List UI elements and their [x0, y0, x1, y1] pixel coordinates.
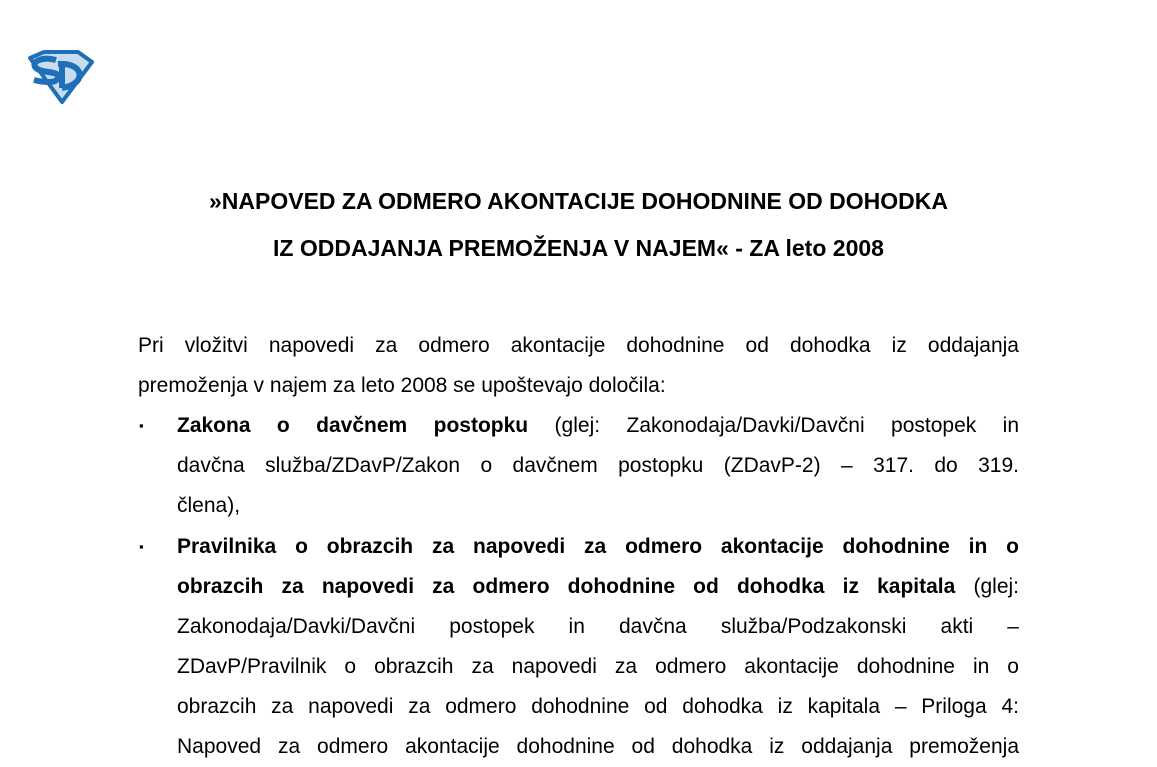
bullet-icon: ▪: [139, 538, 144, 554]
document-title-line-1: »NAPOVED ZA ODMERO AKONTACIJE DOHODNINE OD DOHODKA: [208, 188, 949, 214]
text: (glej:: [955, 574, 1019, 598]
logo: [22, 50, 96, 104]
text: člena),: [177, 494, 241, 518]
text-line: [177, 406, 1019, 446]
text: Napoved za odmero akontacije dohodnine od dohodka iz oddajanja premoženja: [177, 735, 1019, 758]
text: Zakonodaja/Davki/Davčni postopek in davčna služba/Podzakonski akti –: [177, 614, 1019, 638]
text: davčna služba/ZDavP/Zakon o davčnem postopku (ZDavP-2) – 317. do 319.: [177, 454, 1019, 478]
text-line: [177, 687, 1019, 727]
text: (glej: Zakonodaja/Davki/Davčni postopek in: [528, 414, 1019, 438]
text-line: [177, 486, 1019, 526]
text: Pri vložitvi napovedi za odmero akontacije dohodnine od dohodka iz oddajanja: [138, 334, 1019, 357]
text: premoženja v najem za leto 2008 se upoštevajo določila:: [138, 374, 666, 398]
text-line: [177, 567, 1019, 607]
text-line: [177, 727, 1019, 767]
text: obrazcih za napovedi za odmero dohodnine od dohodka iz kapitala – Priloga 4:: [177, 694, 1019, 718]
text-line: [177, 607, 1019, 647]
document-title-line-2: IZ ODDAJANJA PREMOŽENJA V NAJEM« - ZA leto 2008: [273, 235, 884, 261]
bold-text: obrazcih za napovedi za odmero dohodnine od dohodka iz kapitala: [177, 574, 956, 598]
bold-text: Zakona o davčnem postopku: [177, 414, 529, 438]
bold-text: Pravilnika o obrazcih za napovedi za odmero akontacije dohodnine in o: [177, 534, 1019, 558]
text-line: [177, 527, 1019, 567]
bullet-icon: ▪: [139, 418, 144, 434]
text-line: [138, 366, 1019, 406]
text: ZDavP/Pravilnik o obrazcih za napovedi za odmero akontacije dohodnine in o: [177, 654, 1019, 678]
text-line: [177, 446, 1019, 486]
text-line: [138, 326, 1019, 366]
text-line: [177, 647, 1019, 687]
